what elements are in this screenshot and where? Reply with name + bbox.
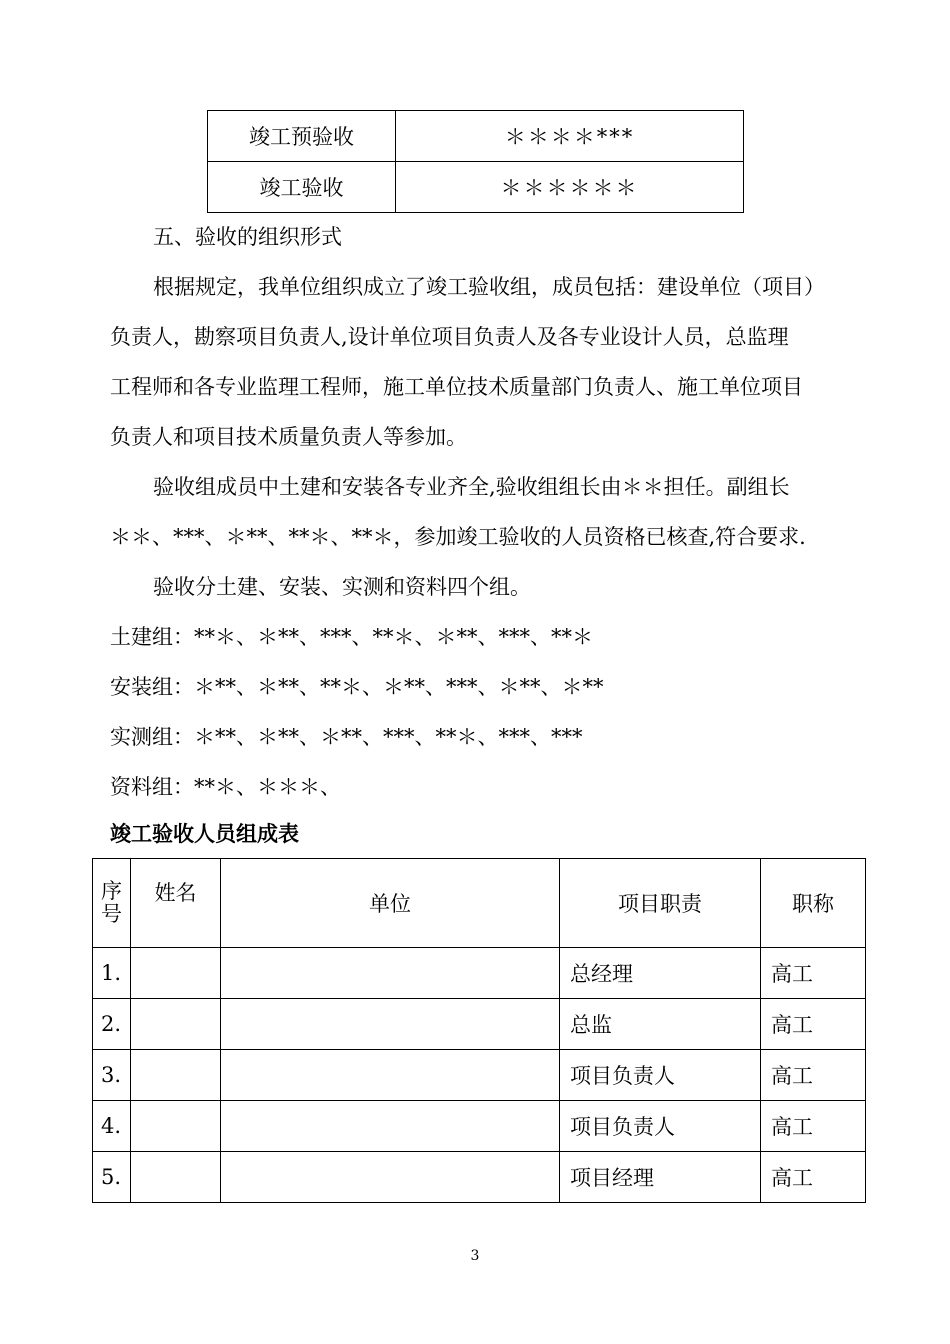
cell-seq: 3. xyxy=(93,1050,131,1101)
table-row xyxy=(93,948,866,999)
paragraph-line: 负责人和项目技术质量负责人等参加。 xyxy=(110,425,467,449)
paragraph-line: 验收组成员中土建和安装各专业齐全,验收组组长由＊＊担任。副组长 xyxy=(153,475,790,499)
cell-duty: 项目经理 xyxy=(560,1152,761,1203)
cell-unit xyxy=(221,1152,560,1203)
header-title: 职称 xyxy=(761,859,866,948)
cell-duty: 总经理 xyxy=(560,948,761,999)
paragraph-line: 负责人，勘察项目负责人,设计单位项目负责人及各专业设计人员，总监理 xyxy=(110,325,789,349)
cell-seq: 2. xyxy=(93,999,131,1050)
cell-title: 高工 xyxy=(761,1152,866,1203)
cell-name xyxy=(131,1050,221,1101)
table-row xyxy=(93,999,866,1050)
cell-name xyxy=(131,948,221,999)
staff-table xyxy=(92,858,866,1203)
header-seq: 序 号 xyxy=(93,859,131,948)
section-heading: 五、验收的组织形式 xyxy=(153,225,342,249)
table-title: 竣工验收人员组成表 xyxy=(110,822,299,846)
group-civil: 土建组：**＊、＊**、***、**＊、＊**、***、**＊ xyxy=(110,625,593,649)
stage-label: 竣工验收 xyxy=(208,162,396,213)
cell-title: 高工 xyxy=(761,948,866,999)
acceptance-stage-table xyxy=(207,110,744,213)
group-survey: 实测组：＊**、＊**、＊**、***、**＊、***、*** xyxy=(110,725,583,749)
cell-name xyxy=(131,999,221,1050)
cell-unit xyxy=(221,1101,560,1152)
paragraph-line: 验收分土建、安装、实测和资料四个组。 xyxy=(153,575,531,599)
cell-duty: 总监 xyxy=(560,999,761,1050)
stage-value: ＊＊＊＊*** xyxy=(396,111,744,162)
cell-seq: 1. xyxy=(93,948,131,999)
page-number: 3 xyxy=(470,1248,480,1264)
table-row xyxy=(208,162,744,213)
paragraph-line: ＊＊、***、＊**、**＊、**＊，参加竣工验收的人员资格已核查,符合要求. xyxy=(110,525,806,549)
group-installation: 安装组：＊**、＊**、**＊、＊**、***、＊**、＊** xyxy=(110,675,604,699)
cell-seq: 5. xyxy=(93,1152,131,1203)
cell-name xyxy=(131,1152,221,1203)
paragraph-line: 根据规定，我单位组织成立了竣工验收组，成员包括：建设单位（项目） xyxy=(153,275,825,299)
table-row xyxy=(93,1050,866,1101)
stage-value: ＊＊＊＊＊＊ xyxy=(396,162,744,213)
table-row xyxy=(93,1152,866,1203)
cell-seq: 4. xyxy=(93,1101,131,1152)
cell-duty: 项目负责人 xyxy=(560,1101,761,1152)
cell-name xyxy=(131,1101,221,1152)
cell-duty: 项目负责人 xyxy=(560,1050,761,1101)
header-name: 姓名 xyxy=(131,859,221,948)
cell-title: 高工 xyxy=(761,999,866,1050)
table-row xyxy=(93,1101,866,1152)
cell-unit xyxy=(221,1050,560,1101)
stage-label: 竣工预验收 xyxy=(208,111,396,162)
cell-unit xyxy=(221,999,560,1050)
header-duty: 项目职责 xyxy=(560,859,761,948)
table-header-row xyxy=(93,859,866,948)
table-row xyxy=(208,111,744,162)
cell-unit xyxy=(221,948,560,999)
group-documents: 资料组：**＊、＊＊＊、 xyxy=(110,775,341,799)
header-unit: 单位 xyxy=(221,859,560,948)
cell-title: 高工 xyxy=(761,1101,866,1152)
cell-title: 高工 xyxy=(761,1050,866,1101)
paragraph-line: 工程师和各专业监理工程师，施工单位技术质量部门负责人、施工单位项目 xyxy=(110,375,803,399)
